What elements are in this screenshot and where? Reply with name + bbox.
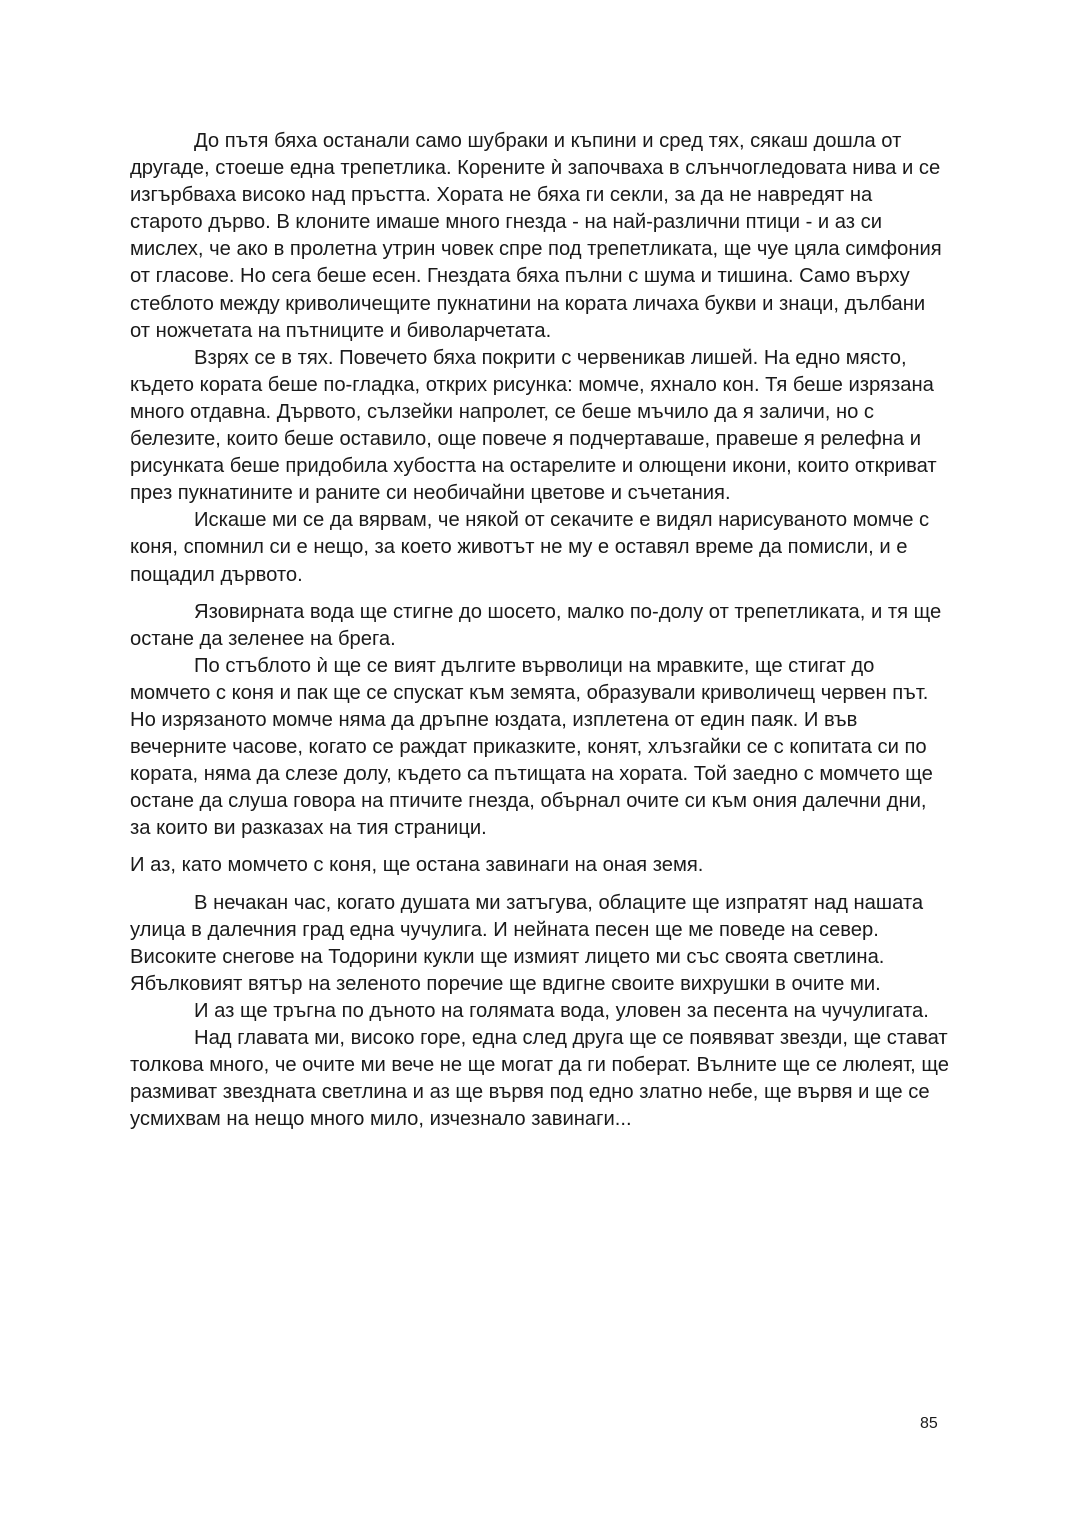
paragraph-forever: И аз, като момчето с коня, ще остана завинаги на оная земя. [130,854,704,877]
paragraph-aspen: До пътя бяха останали само шубраки и къпини и сред тях, сякаш дошла от другаде, стоеше една трепетлика. Корените ѝ започваха в слънчогледовата нива и се изгърбваха високо над пръстта. Хората не бяха ги секли, за да не навредят на старото дърво. В клоните имаше много гнезда - на най-различни птици - и аз си мислех, че ако в пролетна утрин човек спре под трепетликата, ще чуе цяла симфония от гласове. Но сега беше есен. Гнездата бяха пълни с шума и тишина. Само върху стеблото между криволичещите пукнатини на кората личаха букви и знаци, дълбани от ножчетата на пътниците и биволарчетата. [130,130,942,342]
paragraph-reservoir: Язовирната вода ще стигне до шосето, малко по-долу от трепетликата, и тя ще остане да зеленее на брега. [130,600,942,650]
paragraph-stars: Над главата ми, високо горе, една след друга ще се появяват звезди, ще стават толкова много, че очите ми вече не ще могат да ги поберат. Вълните ще се люлеят, ще размиват звездната светлина и аз ще вървя под едно златно небе, ще вървя и ще се усмихвам на нещо много мило, изчезнало завинаги... [130,1027,950,1131]
paragraph-woodcutters: Искаше ми се да вярвам, че някой от секачите е видял нарисуваното момче с коня, спомнил си е нещо, за което животът не му е оставял време да помисли, и е пощадил дървото. [130,509,930,586]
paragraph-skylark: В нечакан час, когато душата ми затъгува, облаците ще изпратят над нашата улица в далечния град една чучулига. И нейната песен ще ме поведе на север. Високите снегове на Тодорини кукли ще измият лицето ми със своята светлина. Ябълковият вятър на зеленото поречие ще вдигне своите вихрушки в очите ми. [130,891,924,995]
page-number: 85 [920,1415,938,1432]
paragraph-water: И аз ще тръгна по дъното на голямата вода, уловен за песента на чучулигата. [194,999,929,1022]
paragraph-carving: Взрях се в тях. Повечето бяха покрити с червеникав лишей. На едно място, където кората беше по-гладка, открих рисунка: момче, яхнало кон. Тя беше изрязана много отдавна. Дървото, сълзейки напролет, се беше мъчило да я заличи, но с белезите, които беше оставило, още повече я подчертаваше, правеше я релефна и рисунката беше придобила хубостта на остарелите и олющени икони, които откриват през пукнатините и раните си необичайни цветове и съчетания. [130,346,937,505]
body-text [130,128,950,1133]
paragraph-ants: По стъблото ѝ ще се вият дългите върволици на мравките, ще стигат до момчето с коня и пак ще се спускат към земята, образували криволичещ червен път. Но изрязаното момче няма да дръпне юздата, изплетена от един паяк. И във вечерните часове, когато се раждат приказките, конят, хлъзгайки се с копитата си по кората, няма да слезе долу, където са пътищата на хората. Той заедно с момчето ще остане да слуша говора на птичите гнезда, обърнал очите си към ония далечни дни, за които ви разказах на тия страници. [130,654,933,840]
